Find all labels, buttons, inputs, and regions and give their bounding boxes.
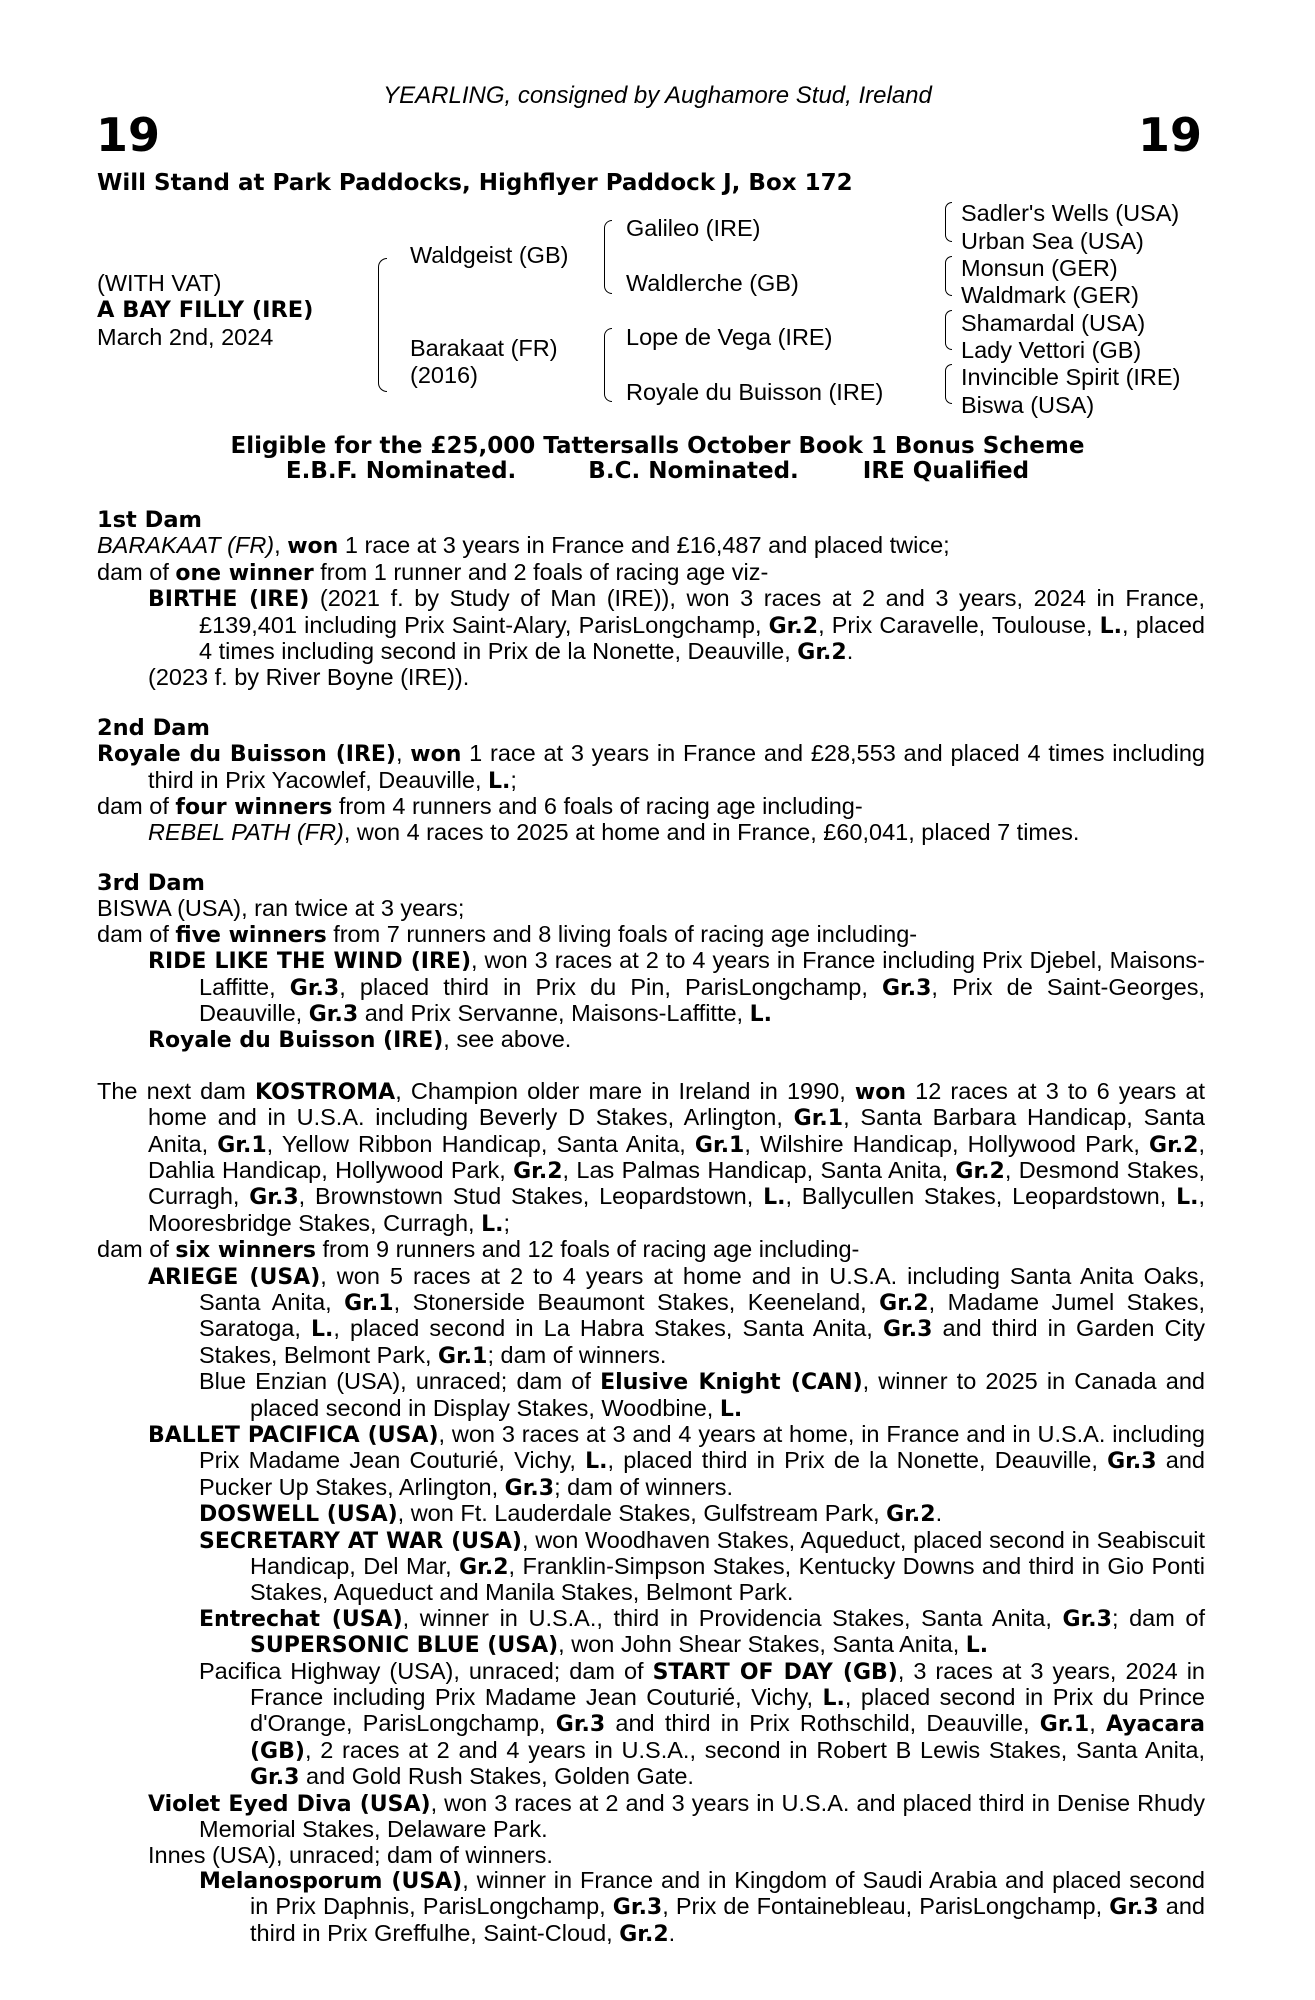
gen3-7: Invincible Spirit (IRE) [961,364,1181,390]
produce-secretary-at-war: SECRETARY AT WAR (USA), won Woodhaven Stakes, Aqueduct, placed second in Seabiscuit Handicap, Del Mar, Gr.2, Franklin-Simpson Stakes, Kentucky Downs and third in Gio Ponti Stakes, Aqueduct and Manila Stakes, Belmont Park. [199,1526,1206,1606]
first-dam-para-1: BARAKAAT (FR), won 1 race at 3 years in France and £16,487 and placed twice; [97,532,950,560]
second-dam-heading: 2nd Dam [97,714,210,741]
dam-year: (2016) [410,362,478,388]
gen3-3: Monsun (GER) [961,255,1118,281]
nominations [0,458,1315,484]
second-dam-para-2: dam of four winners from 4 runners and 6 foals of racing age including- [97,793,863,821]
pedigree-brace-dam [604,328,612,402]
horse-name: A BAY FILLY (IRE) [97,297,314,323]
next-dam-para-1: The next dam KOSTROMA, Champion older mare in Ireland in 1990, won 12 races at 3 to 6 years at home and in U.S.A. including Beverly D Stakes, Arlington, Gr.1, Santa Barbara Handicap, Santa Anita, Gr.1, Yellow Ribbon Handicap, Santa Anita, Gr.1, Wilshire Handicap, Hollywood Park, Gr.2, Dahlia Handicap, Hollywood Park, Gr.2, Las Palmas Handicap, Santa Anita, Gr.2, Desmond Stakes, Curragh, Gr.3, Brownstown Stud Stakes, Leopardstown, L., Ballycullen Stakes, Leopardstown, L., Mooresbridge Stakes, Curragh, L.; [97,1077,1205,1237]
pedigree-brace-g2 [945,256,952,296]
gen3-1: Sadler's Wells (USA) [961,200,1180,226]
bc-nominated: B.C. Nominated. [588,458,799,484]
bonus-scheme: Eligible for the £25,000 Tattersalls October Book 1 Bonus Scheme [230,433,1085,459]
pedigree-brace-main [378,258,387,392]
gen3-8: Biswa (USA) [961,392,1095,418]
sire-dam: Waldlerche (GB) [626,270,799,296]
gen3-5: Shamardal (USA) [961,310,1146,336]
first-dam-produce-1: BIRTHE (IRE) (2021 f. by Study of Man (IRE)), won 3 races at 2 and 3 years, 2024 in France, £139,401 including Prix Saint-Alary, ParisLongchamp, Gr.2, Prix Caravelle, Toulouse, L., placed 4 times including second in Prix de la Nonette, Deauville, Gr.2. [148,585,1205,666]
pedigree-brace-g3 [945,310,952,350]
produce-violet-eyed-diva: Violet Eyed Diva (USA), won 3 races at 2 and 3 years in U.S.A. and placed third in Denise Rhudy Memorial Stakes, Delaware Park. [148,1789,1205,1843]
ire-qualified: IRE Qualified [862,458,1030,484]
third-dam-para-1: BISWA (USA), ran twice at 3 years; [97,895,465,922]
first-dam-produce-2: (2023 f. by River Boyne (IRE)). [148,664,470,691]
lot-number-left: 19 [96,108,161,162]
gen3-4: Waldmark (GER) [961,282,1139,308]
produce-ballet-pacifica: BALLET PACIFICA (USA), won 3 races at 3 and 4 years at home, in France and in U.S.A. including Prix Madame Jean Couturié, Vichy, L., placed third in Prix de la Nonette, Deauville, Gr.3 and Pucker Up Stakes, Arlington, Gr.3; dam of winners. [148,1421,1205,1501]
produce-ariege: ARIEGE (USA), won 5 races at 2 to 4 years at home and in U.S.A. including Santa Anita Oaks, Santa Anita, Gr.1, Stonerside Beaumont Stakes, Keeneland, Gr.2, Madame Jumel Stakes, Saratoga, L., placed second in La Habra Stakes, Santa Anita, Gr.3 and third in Garden City Stakes, Belmont Park, Gr.1; dam of winners. [148,1262,1206,1369]
sire-sire: Galileo (IRE) [626,215,761,241]
second-dam-produce-1: REBEL PATH (FR), won 4 races to 2025 at home and in France, £60,041, placed 7 times. [148,819,1080,846]
dam-sire: Lope de Vega (IRE) [626,324,833,350]
third-dam-para-2: dam of five winners from 7 runners and 8 living foals of racing age including- [97,920,918,948]
dam-record [97,508,1205,1947]
pedigree-brace-g4 [945,364,952,404]
third-dam-heading: 3rd Dam [97,869,205,896]
produce-blue-enzian: Blue Enzian (USA), unraced; dam of Elusive Knight (CAN), winner to 2025 in Canada and placed second in Display Stakes, Woodbine, L. [199,1368,1205,1422]
produce-doswell: DOSWELL (USA), won Ft. Lauderdale Stakes, Gulfstream Park, Gr.2. [199,1500,943,1528]
vat-label: (WITH VAT) [97,270,222,296]
dam-dam: Royale du Buisson (IRE) [626,379,884,405]
stand-location: Will Stand at Park Paddocks, Highflyer Paddock J, Box 172 [97,170,853,196]
produce-entrechat: Entrechat (USA), winner in U.S.A., third in Providencia Stakes, Santa Anita, Gr.3; dam of SUPERSONIC BLUE (USA), won John Shear Stakes, Santa Anita, L. [199,1604,1206,1659]
pedigree-brace-sire [604,220,612,294]
third-dam-produce-2: Royale du Buisson (IRE), see above. [148,1026,572,1054]
sire-name: Waldgeist (GB) [410,242,569,268]
dam-name: Barakaat (FR) [410,335,558,361]
first-dam-para-2: dam of one winner from 1 runner and 2 foals of racing age viz- [97,558,769,586]
foaling-date: March 2nd, 2024 [97,324,274,350]
first-dam-heading: 1st Dam [97,507,202,533]
second-dam-para-1: Royale du Buisson (IRE), won 1 race at 3 years in France and £28,553 and placed 4 times including third in Prix Yacowlef, Deauville, L.; [97,740,1206,794]
gen3-6: Lady Vettori (GB) [961,337,1142,363]
produce-melanosporum: Melanosporum (USA), winner in France and in Kingdom of Saudi Arabia and placed second in Prix Daphnis, ParisLongchamp, Gr.3, Prix de Fontainebleau, ParisLongchamp, Gr.3 and third in Prix Greffulhe, Saint-Cloud, Gr.2. [199,1866,1206,1947]
produce-innes: Innes (USA), unraced; dam of winners. [148,1841,553,1868]
pedigree-brace-g1 [945,202,952,242]
ebf-nominated: E.B.F. Nominated. [285,458,517,484]
catalogue-subtitle: YEARLING, consigned by Aughamore Stud, Ireland [383,82,932,109]
third-dam-produce-1: RIDE LIKE THE WIND (IRE), won 3 races at 2 to 4 years in France including Prix Djebel, Maisons-Laffitte, Gr.3, placed third in Prix du Pin, ParisLongchamp, Gr.3, Prix de Saint-Georges, Deauville, Gr.3 and Prix Servanne, Maisons-Laffitte, L. [148,947,1205,1027]
gen3-2: Urban Sea (USA) [961,228,1144,254]
lot-number-right: 19 [1137,108,1202,162]
next-dam-para-2: dam of six winners from 9 runners and 12 foals of racing age including- [97,1236,860,1264]
produce-pacifica-highway: Pacifica Highway (USA), unraced; dam of START OF DAY (GB), 3 races at 3 years, 2024 in France including Prix Madame Jean Couturié, Vichy, L., placed second in Prix du Prince d'Orange, ParisLongchamp, Gr.3 and third in Prix Rothschild, Deauville, Gr.1, Ayacara (GB), 2 races at 2 and 4 years in U.S.A., second in Robert B Lewis Stakes, Santa Anita, Gr.3 and Gold Rush Stakes, Golden Gate. [199,1657,1205,1791]
